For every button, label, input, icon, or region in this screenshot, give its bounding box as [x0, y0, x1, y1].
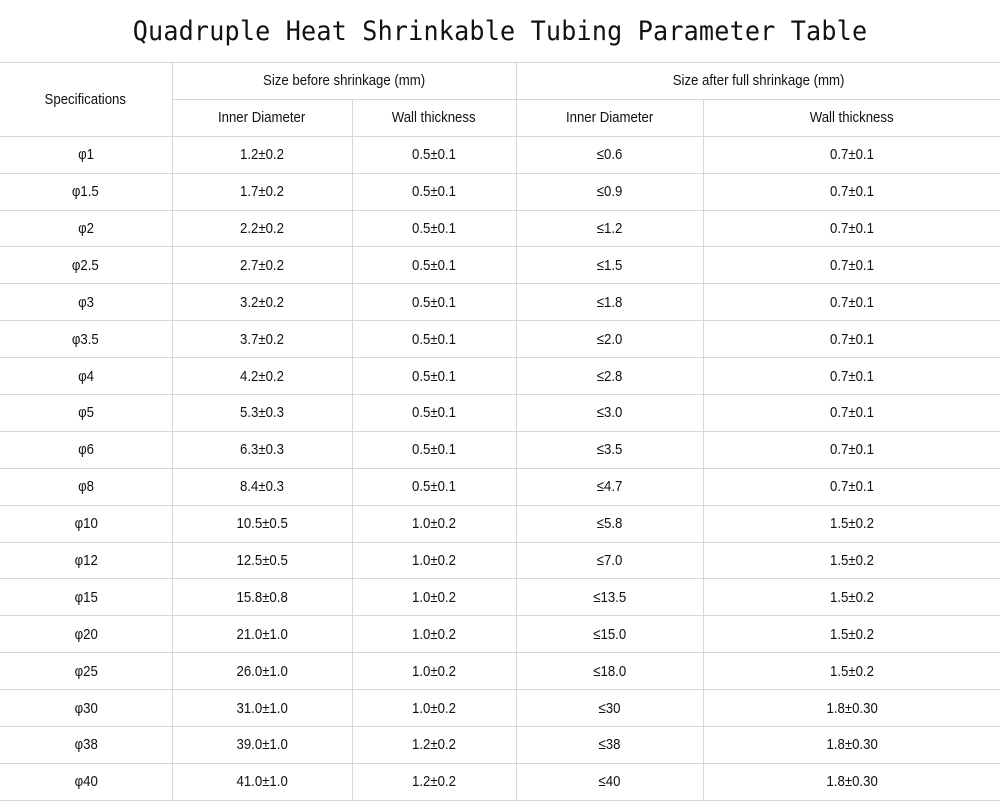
cell-inner-diameter-after-text: ≤2.0 [596, 330, 623, 348]
cell-inner-diameter-before [172, 542, 352, 579]
parameter-table [0, 62, 1000, 801]
cell-spec-text: φ1.5 [72, 183, 100, 201]
cell-wall-thickness-before [352, 505, 516, 542]
cell-wall-thickness-before-text: 1.2±0.2 [412, 736, 456, 754]
table-row [0, 690, 1000, 727]
cell-wall-thickness-after-text: 0.7±0.1 [829, 293, 874, 311]
cell-wall-thickness-before-text: 0.5±0.1 [412, 478, 456, 496]
cell-wall-thickness-before-text: 1.0±0.2 [412, 588, 456, 606]
cell-inner-diameter-before-text: 12.5±0.5 [236, 552, 288, 570]
cell-wall-thickness-after [703, 247, 1000, 284]
cell-wall-thickness-after-text: 1.8±0.30 [826, 699, 878, 717]
cell-inner-diameter-after-text: ≤1.5 [596, 256, 623, 274]
cell-wall-thickness-after [703, 727, 1000, 764]
table-row [0, 653, 1000, 690]
cell-wall-thickness-before [352, 542, 516, 579]
cell-spec-text: φ30 [74, 699, 98, 717]
cell-wall-thickness-after [703, 210, 1000, 247]
cell-wall-thickness-before-text: 1.0±0.2 [412, 699, 456, 717]
cell-spec-text: φ4 [77, 367, 94, 385]
cell-inner-diameter-before [172, 247, 352, 284]
header-row-group [0, 63, 1000, 100]
cell-spec [0, 173, 172, 210]
cell-wall-thickness-before [352, 690, 516, 727]
header-size-after [516, 63, 1000, 100]
cell-wall-thickness-after [703, 431, 1000, 468]
cell-spec-text: φ1 [77, 146, 94, 164]
header-wall-thickness-before-label: Wall thickness [392, 109, 476, 127]
cell-wall-thickness-after [703, 505, 1000, 542]
cell-spec [0, 210, 172, 247]
cell-wall-thickness-after [703, 579, 1000, 616]
cell-inner-diameter-after [516, 395, 703, 432]
cell-inner-diameter-after-text: ≤40 [598, 773, 621, 791]
cell-wall-thickness-after-text: 0.7±0.1 [829, 220, 874, 237]
cell-wall-thickness-before [352, 468, 516, 505]
table-row [0, 395, 1000, 432]
cell-inner-diameter-after-text: ≤1.2 [596, 220, 623, 237]
cell-inner-diameter-after-text: ≤0.6 [596, 146, 623, 164]
cell-wall-thickness-after-text: 0.7±0.1 [829, 404, 874, 422]
cell-inner-diameter-after-text: ≤15.0 [593, 625, 626, 643]
cell-wall-thickness-before [352, 431, 516, 468]
cell-wall-thickness-before-text: 1.0±0.2 [412, 662, 456, 680]
header-specifications [0, 63, 172, 137]
cell-spec [0, 395, 172, 432]
cell-inner-diameter-before-text: 2.7±0.2 [240, 256, 284, 274]
cell-wall-thickness-before-text: 1.0±0.2 [412, 552, 456, 570]
cell-spec [0, 358, 172, 395]
cell-wall-thickness-before [352, 358, 516, 395]
header-size-before [172, 63, 516, 100]
cell-wall-thickness-after [703, 468, 1000, 505]
cell-spec-text: φ25 [74, 662, 98, 680]
cell-inner-diameter-after [516, 690, 703, 727]
cell-wall-thickness-after-text: 1.5±0.2 [829, 625, 874, 643]
table-row [0, 284, 1000, 321]
table-header [0, 63, 1000, 137]
cell-inner-diameter-before-text: 39.0±1.0 [236, 736, 288, 754]
cell-inner-diameter-after [516, 136, 703, 173]
page-title: Quadruple Heat Shrinkable Tubing Parameter Table [132, 15, 868, 47]
cell-wall-thickness-before-text: 0.5±0.1 [412, 146, 456, 164]
cell-wall-thickness-after-text: 0.7±0.1 [829, 146, 874, 164]
cell-inner-diameter-before [172, 284, 352, 321]
header-wall-thickness-after [703, 99, 1000, 136]
cell-inner-diameter-after-text: ≤2.8 [596, 367, 623, 385]
cell-inner-diameter-after [516, 247, 703, 284]
cell-inner-diameter-before-text: 10.5±0.5 [236, 515, 288, 533]
cell-spec [0, 284, 172, 321]
table-row [0, 727, 1000, 764]
cell-wall-thickness-before [352, 579, 516, 616]
cell-inner-diameter-before-text: 1.2±0.2 [240, 146, 284, 164]
cell-spec-text: φ2.5 [72, 256, 100, 274]
header-wall-thickness-before [352, 99, 516, 136]
header-inner-diameter-after [516, 99, 703, 136]
table-row [0, 763, 1000, 800]
cell-wall-thickness-before [352, 173, 516, 210]
cell-wall-thickness-after-text: 0.7±0.1 [829, 330, 874, 348]
cell-spec-text: φ5 [77, 404, 94, 422]
cell-inner-diameter-after [516, 763, 703, 800]
cell-inner-diameter-after [516, 173, 703, 210]
cell-wall-thickness-after [703, 653, 1000, 690]
cell-inner-diameter-after-text: ≤30 [598, 699, 621, 717]
header-inner-diameter-after-label: Inner Diameter [565, 109, 654, 127]
header-size-before-label: Size before shrinkage (mm) [262, 72, 426, 90]
cell-spec-text: φ3 [77, 293, 94, 311]
cell-wall-thickness-after [703, 690, 1000, 727]
cell-wall-thickness-before [352, 247, 516, 284]
cell-spec-text: φ10 [74, 515, 98, 533]
cell-wall-thickness-after-text: 0.7±0.1 [829, 478, 874, 496]
cell-inner-diameter-after-text: ≤5.8 [596, 515, 623, 533]
cell-wall-thickness-after [703, 616, 1000, 653]
header-size-after-label: Size after full shrinkage (mm) [672, 72, 845, 90]
cell-wall-thickness-after [703, 358, 1000, 395]
cell-inner-diameter-before-text: 3.7±0.2 [240, 330, 284, 348]
cell-inner-diameter-before-text: 21.0±1.0 [236, 625, 288, 643]
cell-spec [0, 136, 172, 173]
cell-inner-diameter-before [172, 431, 352, 468]
cell-wall-thickness-after-text: 0.7±0.1 [829, 367, 874, 385]
cell-inner-diameter-after [516, 284, 703, 321]
cell-inner-diameter-before-text: 8.4±0.3 [240, 478, 284, 496]
table-row [0, 247, 1000, 284]
cell-inner-diameter-after-text: ≤38 [598, 736, 621, 754]
table-row [0, 358, 1000, 395]
table-row [0, 431, 1000, 468]
cell-spec [0, 616, 172, 653]
cell-wall-thickness-before-text: 0.5±0.1 [412, 441, 456, 459]
cell-inner-diameter-before-text: 1.7±0.2 [240, 183, 284, 201]
cell-inner-diameter-after [516, 210, 703, 247]
cell-spec-text: φ3.5 [72, 330, 100, 348]
cell-inner-diameter-before [172, 763, 352, 800]
table-body [0, 136, 1000, 800]
cell-wall-thickness-before-text: 0.5±0.1 [412, 404, 456, 422]
cell-wall-thickness-after-text: 1.5±0.2 [829, 662, 874, 680]
cell-inner-diameter-after [516, 727, 703, 764]
cell-inner-diameter-after [516, 468, 703, 505]
cell-wall-thickness-before-text: 0.5±0.1 [412, 293, 456, 311]
cell-spec-text: φ38 [74, 736, 98, 754]
cell-wall-thickness-after-text: 1.8±0.30 [826, 773, 878, 791]
cell-wall-thickness-after-text: 1.5±0.2 [829, 515, 874, 533]
cell-inner-diameter-after-text: ≤1.8 [596, 293, 623, 311]
cell-wall-thickness-before [352, 653, 516, 690]
cell-spec-text: φ15 [74, 588, 98, 606]
cell-inner-diameter-before [172, 173, 352, 210]
cell-inner-diameter-after-text: ≤7.0 [596, 552, 623, 570]
cell-inner-diameter-before [172, 358, 352, 395]
cell-inner-diameter-after-text: ≤4.7 [596, 478, 623, 496]
cell-inner-diameter-before [172, 505, 352, 542]
cell-inner-diameter-before-text: 4.2±0.2 [240, 367, 284, 385]
cell-inner-diameter-before-text: 26.0±1.0 [236, 662, 288, 680]
table-row [0, 468, 1000, 505]
header-specifications-label: Specifications [45, 90, 127, 108]
table-row [0, 542, 1000, 579]
table-row [0, 579, 1000, 616]
cell-wall-thickness-before-text: 1.0±0.2 [412, 515, 456, 533]
cell-inner-diameter-after [516, 358, 703, 395]
cell-inner-diameter-before [172, 321, 352, 358]
table-row [0, 321, 1000, 358]
cell-inner-diameter-before [172, 579, 352, 616]
header-inner-diameter-before [172, 99, 352, 136]
cell-spec [0, 505, 172, 542]
cell-wall-thickness-after [703, 173, 1000, 210]
cell-spec [0, 321, 172, 358]
header-wall-thickness-after-label: Wall thickness [809, 109, 894, 127]
cell-wall-thickness-after-text: 0.7±0.1 [829, 183, 874, 201]
cell-inner-diameter-before-text: 3.2±0.2 [240, 293, 284, 311]
table-row [0, 210, 1000, 247]
cell-wall-thickness-before [352, 284, 516, 321]
cell-wall-thickness-before-text: 1.0±0.2 [412, 625, 456, 643]
cell-wall-thickness-before-text: 0.5±0.1 [412, 330, 456, 348]
cell-inner-diameter-after [516, 579, 703, 616]
cell-spec [0, 431, 172, 468]
cell-inner-diameter-before [172, 727, 352, 764]
cell-spec [0, 468, 172, 505]
cell-wall-thickness-after-text: 1.5±0.2 [829, 588, 874, 606]
cell-wall-thickness-before [352, 395, 516, 432]
cell-spec [0, 653, 172, 690]
cell-wall-thickness-after-text: 0.7±0.1 [829, 256, 874, 274]
cell-wall-thickness-after [703, 284, 1000, 321]
cell-wall-thickness-before [352, 210, 516, 247]
cell-inner-diameter-after [516, 505, 703, 542]
cell-spec [0, 579, 172, 616]
cell-inner-diameter-before [172, 468, 352, 505]
cell-inner-diameter-before-text: 31.0±1.0 [236, 699, 288, 717]
cell-inner-diameter-after [516, 653, 703, 690]
cell-inner-diameter-before-text: 5.3±0.3 [240, 404, 284, 422]
cell-wall-thickness-before [352, 727, 516, 764]
cell-wall-thickness-after [703, 321, 1000, 358]
cell-wall-thickness-before-text: 0.5±0.1 [412, 183, 456, 201]
cell-wall-thickness-after [703, 763, 1000, 800]
cell-wall-thickness-after [703, 136, 1000, 173]
cell-inner-diameter-after-text: ≤13.5 [593, 588, 626, 606]
cell-inner-diameter-before [172, 616, 352, 653]
cell-inner-diameter-after-text: ≤18.0 [593, 662, 626, 680]
cell-inner-diameter-after [516, 616, 703, 653]
table-row [0, 616, 1000, 653]
cell-spec-text: φ12 [74, 552, 98, 570]
cell-spec [0, 763, 172, 800]
cell-inner-diameter-before [172, 690, 352, 727]
cell-inner-diameter-before [172, 136, 352, 173]
cell-inner-diameter-before [172, 653, 352, 690]
cell-wall-thickness-before-text: 0.5±0.1 [412, 256, 456, 274]
cell-inner-diameter-after [516, 431, 703, 468]
header-inner-diameter-before-label: Inner Diameter [218, 109, 306, 127]
cell-spec-text: φ20 [74, 625, 98, 643]
cell-spec [0, 247, 172, 284]
cell-wall-thickness-before [352, 136, 516, 173]
cell-inner-diameter-after [516, 321, 703, 358]
cell-wall-thickness-before [352, 321, 516, 358]
cell-spec [0, 542, 172, 579]
cell-wall-thickness-before-text: 0.5±0.1 [412, 220, 456, 237]
cell-spec-text: φ6 [77, 441, 94, 459]
cell-inner-diameter-after [516, 542, 703, 579]
cell-inner-diameter-after-text: ≤3.0 [596, 404, 623, 422]
cell-wall-thickness-before [352, 616, 516, 653]
cell-inner-diameter-before-text: 2.2±0.2 [240, 220, 284, 237]
table-row [0, 505, 1000, 542]
cell-inner-diameter-before [172, 395, 352, 432]
cell-spec [0, 690, 172, 727]
cell-wall-thickness-before-text: 1.2±0.2 [412, 773, 456, 791]
cell-spec-text: φ40 [74, 773, 98, 791]
cell-spec-text: φ2 [77, 220, 94, 237]
table-row [0, 173, 1000, 210]
cell-wall-thickness-before [352, 763, 516, 800]
cell-wall-thickness-after-text: 1.8±0.30 [826, 736, 878, 754]
cell-spec [0, 727, 172, 764]
cell-wall-thickness-after-text: 1.5±0.2 [829, 552, 874, 570]
cell-wall-thickness-before-text: 0.5±0.1 [412, 367, 456, 385]
cell-inner-diameter-after-text: ≤3.5 [596, 441, 623, 459]
cell-inner-diameter-before-text: 41.0±1.0 [236, 773, 288, 791]
cell-inner-diameter-before-text: 6.3±0.3 [240, 441, 284, 459]
cell-inner-diameter-after-text: ≤0.9 [596, 183, 623, 201]
cell-wall-thickness-after-text: 0.7±0.1 [829, 441, 874, 459]
cell-inner-diameter-before-text: 15.8±0.8 [236, 588, 288, 606]
cell-wall-thickness-after [703, 542, 1000, 579]
cell-wall-thickness-after [703, 395, 1000, 432]
cell-spec-text: φ8 [77, 478, 94, 496]
cell-inner-diameter-before [172, 210, 352, 247]
table-row [0, 136, 1000, 173]
